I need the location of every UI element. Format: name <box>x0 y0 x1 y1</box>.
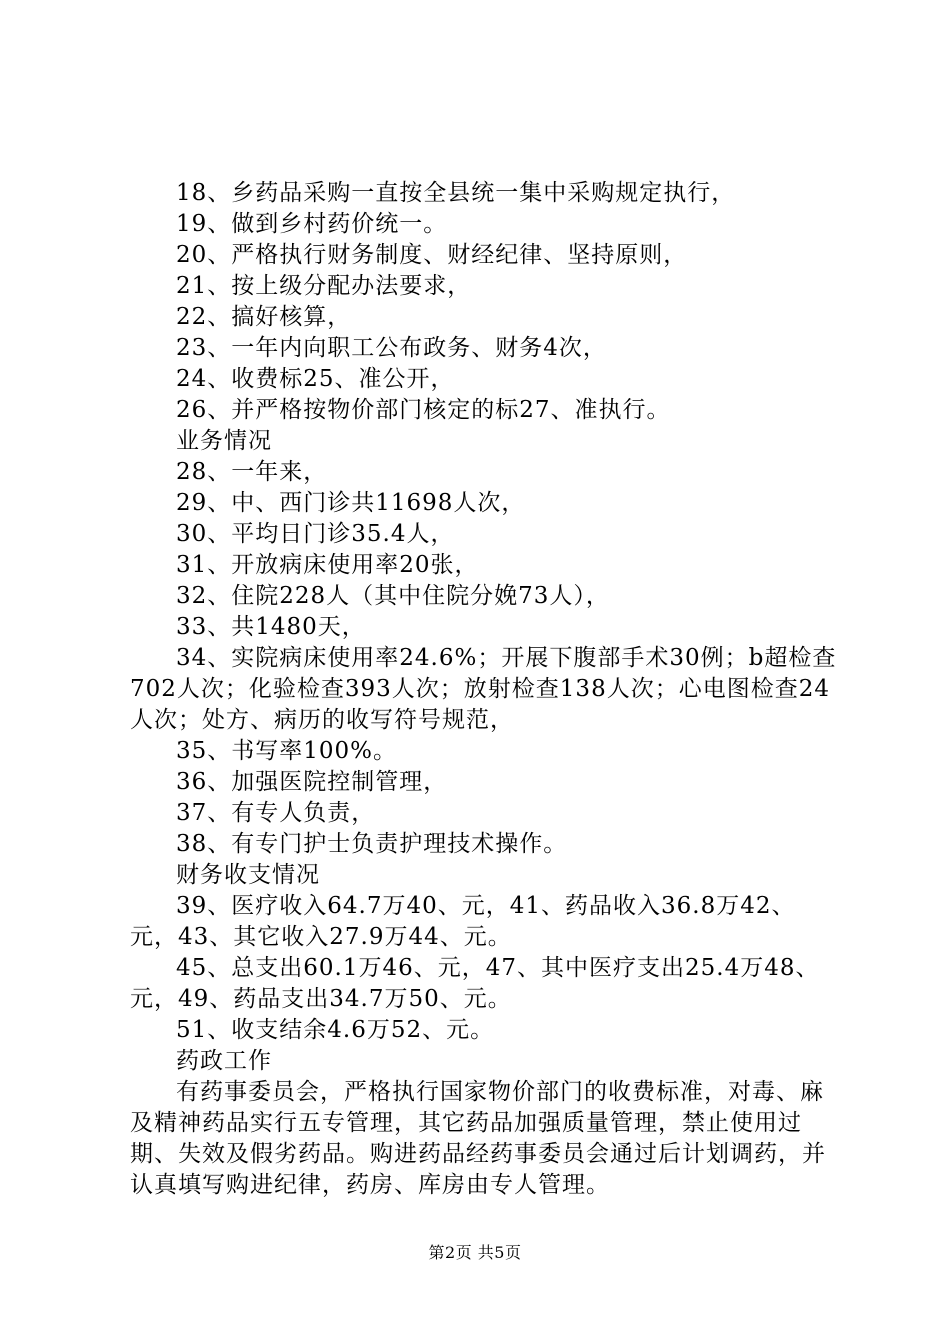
text-line: 38、有专门护士负责护理技术操作。 <box>176 831 568 857</box>
text-line: 28、一年来， <box>176 459 328 485</box>
text-line: 20、严格执行财务制度、财经纪律、坚持原则， <box>176 242 688 268</box>
text-line: 23、一年内向职工公布政务、财务4次， <box>176 335 607 361</box>
document-body <box>130 178 840 1201</box>
section-heading-pharmacy: 药政工作 <box>176 1048 272 1074</box>
text-line: 51、收支结余4.6万52、元。 <box>176 1017 495 1043</box>
text-line: 35、书写率100%。 <box>176 738 398 764</box>
text-line: 32、住院228人（其中住院分娩73人）， <box>176 583 610 609</box>
section-heading-finance: 财务收支情况 <box>176 862 320 888</box>
page-footer: 第2页 共5页 <box>428 1243 522 1262</box>
paragraph-pharmacy: 有药事委员会，严格执行国家物价部门的收费标准，对毒、麻及精神药品实行五专管理，其它药品加强质量管理，禁止使用过期、失效及假劣药品。购进药品经药事委员会通过后计划调药，并认真填写购进纪律，药房、库房由专人管理。 <box>130 1079 826 1198</box>
text-line: 30、平均日门诊35.4人， <box>176 521 455 547</box>
paragraph-45: 45、总支出60.1万46、元，47、其中医疗支出25.4万48、元，49、药品支出34.7万50、元。 <box>130 955 820 1012</box>
text-line: 19、做到乡村药价统一。 <box>176 211 448 237</box>
text-line: 33、共1480天， <box>176 614 366 640</box>
text-line: 36、加强医院控制管理， <box>176 769 448 795</box>
text-line: 24、收费标25、准公开， <box>176 366 455 392</box>
text-line: 29、中、西门诊共11698人次， <box>176 490 526 516</box>
text-line: 18、乡药品采购一直按全县统一集中采购规定执行， <box>176 180 736 206</box>
section-heading-business: 业务情况 <box>176 428 272 454</box>
text-line: 21、按上级分配办法要求， <box>176 273 472 299</box>
text-line: 31、开放病床使用率20张， <box>176 552 479 578</box>
text-line: 22、搞好核算， <box>176 304 352 330</box>
text-line: 37、有专人负责， <box>176 800 376 826</box>
paragraph-34: 34、实院病床使用率24.6%；开展下腹部手术30例；b超检查702人次；化验检查393人次；放射检查138人次；心电图检查24人次；处方、病历的收写符号规范， <box>130 645 837 733</box>
text-line: 26、并严格按物价部门核定的标27、准执行。 <box>176 397 671 423</box>
paragraph-39: 39、医疗收入64.7万40、元，41、药品收入36.8万42、元，43、其它收入27.9万44、元。 <box>130 893 796 950</box>
